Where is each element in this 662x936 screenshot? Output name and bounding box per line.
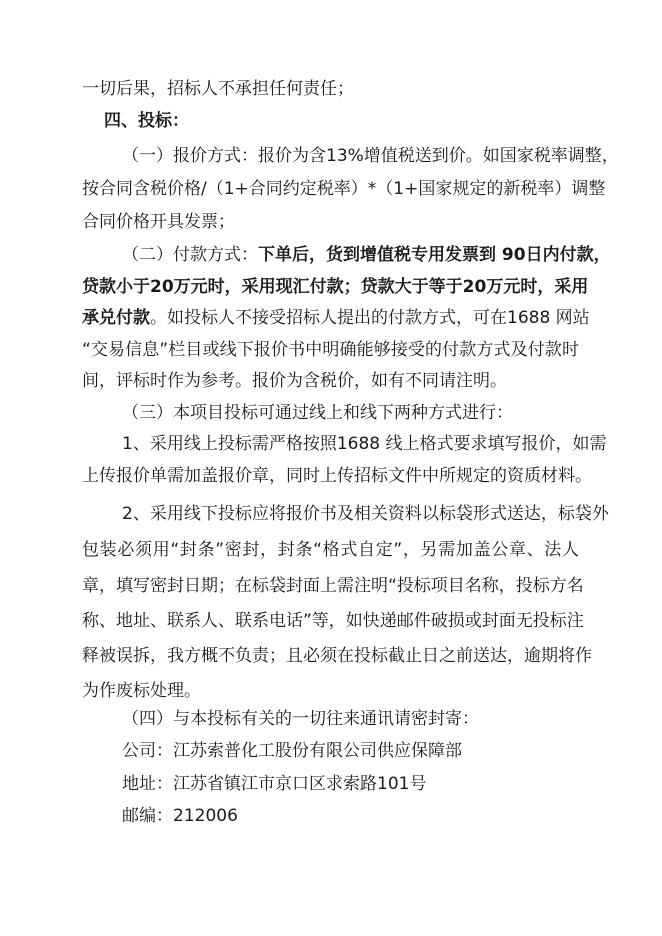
text-line [82,575,584,597]
text-segment: 合同价格开具发票； [82,212,235,232]
text-line [82,78,579,100]
text-segment: 邮编：212006 [122,806,238,826]
text-line [82,680,579,702]
text-segment: （三）本项目投标可通过线上和线下两种方式进行： [122,403,513,423]
text-segment: （二）付款方式： [122,245,258,265]
text-segment: “交易信息”栏目或线下报价书中明确能够接受的付款方式及付款时 [82,340,579,360]
text-line [122,805,579,827]
text-segment: （一）报价方式：报价为含13%增值税送到价。如国家税率调整， [122,146,619,166]
text-line [82,370,579,392]
text-line [122,773,579,795]
text-line [122,145,619,167]
text-segment: 上传报价单需加盖报价章，同时上传招标文件中所规定的资质材料。 [82,466,592,486]
text-line [122,708,579,730]
text-line [82,211,579,233]
text-line [82,539,579,561]
text-segment: 间，评标时作为参考。报价为含税价，如有不同请注明。 [82,371,507,391]
text-line [82,465,592,487]
text-segment: 章，填写密封日期；在标袋封面上需注明“投标项目名称，投标方名 [82,576,584,596]
text-line [82,178,606,200]
bold-text-segment: 贷款小于20万元时，采用现汇付款；贷款大于等于20万元时，采用 [82,277,589,297]
text-segment: 1、采用线上投标需严格按照1688 线上格式要求填写报价，如需 [122,434,607,454]
text-line [122,244,611,266]
text-line [82,645,592,667]
bold-text-segment: 承兑付款 [82,308,150,328]
text-line [122,740,579,762]
text-line [82,610,584,632]
text-segment: 一切后果，招标人不承担任何责任； [82,79,354,99]
text-line [122,433,607,455]
text-segment: 地址：江苏省镇江市京口区求索路101号 [122,774,427,794]
text-line [104,110,579,132]
text-line [82,339,579,361]
text-segment: 按合同含税价格/（1+合同约定税率）*（1+国家规定的新税率）调整 [82,179,606,199]
text-line [122,402,579,424]
text-segment: 为作废标处理。 [82,681,201,701]
text-segment: （四）与本投标有关的一切往来通讯请密封寄： [122,709,479,729]
text-line [82,276,589,298]
text-line [122,503,609,525]
text-segment: 公司：江苏索普化工股份有限公司供应保障部 [122,741,462,761]
text-segment: 。如投标人不接受招标人提出的付款方式，可在1688 网站 [150,308,590,328]
text-segment: 包装必须用“封条”密封，封条“格式自定”，另需加盖公章、法人 [82,540,579,560]
bold-text-segment: 四、投标： [104,111,189,131]
bold-text-segment: 下单后，货到增值税专用发票到 90日内付款， [258,245,611,265]
text-segment: 释被误拆，我方概不负责；且必须在投标截止日之前送达，逾期将作 [82,646,592,666]
text-segment: 2、采用线下投标应将报价书及相关资料以标袋形式送达，标袋外 [122,504,609,524]
text-segment: 称、地址、联系人、联系电话”等，如快递邮件破损或封面无投标注 [82,611,584,631]
text-line [82,307,590,329]
